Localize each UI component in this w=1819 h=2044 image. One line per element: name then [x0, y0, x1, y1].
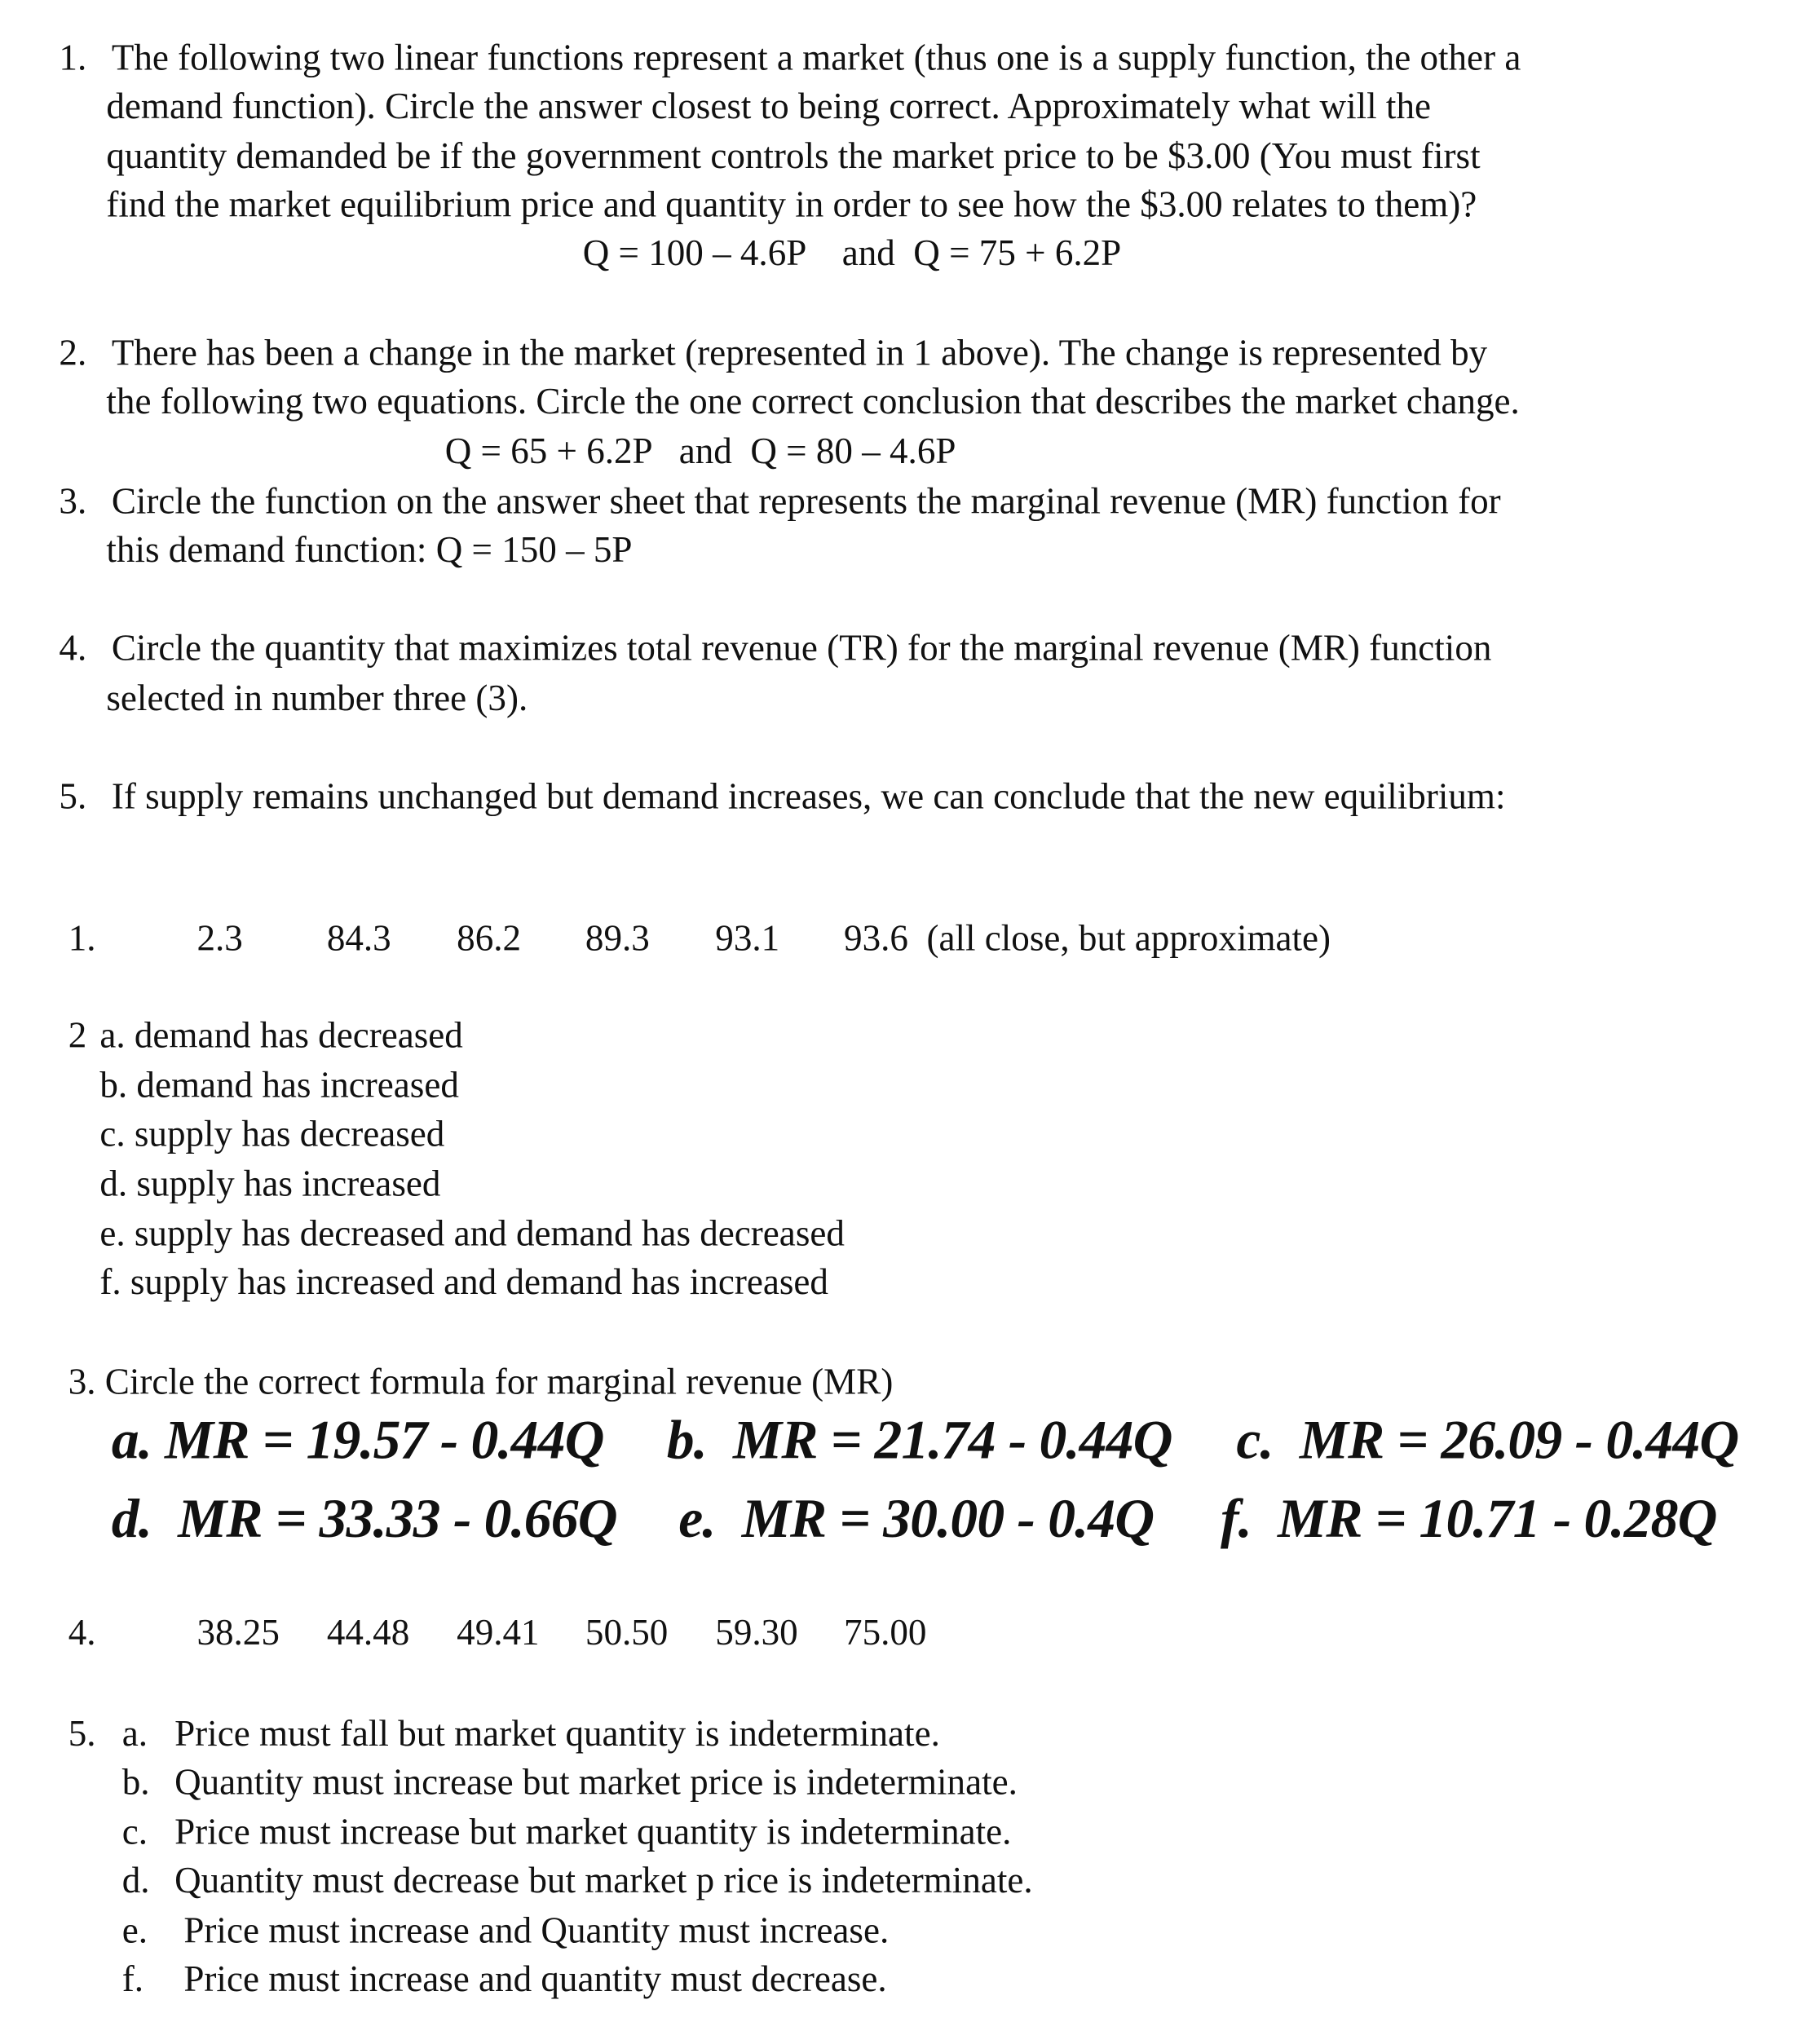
question-3-number: 3.	[59, 481, 87, 523]
question-5-text: If supply remains unchanged but demand increases, we can conclude that the new equilibrium:	[111, 776, 1506, 818]
answer-3-option-f[interactable]: f. MR = 10.71 - 0.28Q	[1221, 1490, 1717, 1551]
question-4-number: 4.	[59, 629, 87, 669]
question-1-equation: Q = 100 – 4.6P and Q = 75 + 6.2P	[582, 233, 1122, 275]
answer-5-option-f[interactable]: Price must increase and quantity must decrease.	[174, 1959, 887, 2001]
answer-4-number: 4.	[68, 1613, 96, 1654]
question-4-text: Circle the quantity that maximizes total revenue (TR) for the marginal revenue (MR) function	[111, 629, 1492, 669]
question-5-number: 5.	[59, 776, 87, 818]
answer-4-choice[interactable]: 75.00	[844, 1613, 927, 1654]
question-4-text: selected in number three (3).	[106, 678, 528, 720]
question-3-text: this demand function: Q = 150 – 5P	[106, 530, 633, 572]
answer-5-letter: c.	[121, 1812, 148, 1853]
answer-2-number: 2	[68, 1015, 87, 1057]
question-1-text: demand function). Circle the answer closest to being correct. Approximately what will the	[106, 86, 1432, 128]
question-1-text: find the market equilibrium price and quantity in order to see how the $3.00 relates to them)?	[106, 184, 1477, 226]
answer-3-option-a[interactable]: a. MR = 19.57 - 0.44Q	[111, 1410, 604, 1472]
answer-1-choice[interactable]: 93.1	[715, 918, 780, 960]
answer-3-heading: 3. Circle the correct formula for marginal revenue (MR)	[68, 1362, 894, 1403]
question-3-text: Circle the function on the answer sheet that represents the marginal revenue (MR) function for	[111, 481, 1501, 523]
answer-5-option-b[interactable]: Quantity must increase but market price is indeterminate.	[174, 1762, 1018, 1803]
answer-4-choice[interactable]: 44.48	[326, 1613, 410, 1654]
question-1-text: quantity demanded be if the government controls the market price to be $3.00 (You must first	[106, 136, 1481, 178]
answer-2-option-a[interactable]: a. demand has decreased	[99, 1015, 463, 1057]
answer-1-choice[interactable]: 93.6 (all close, but approximate)	[844, 918, 1331, 960]
answer-3-option-c[interactable]: c. MR = 26.09 - 0.44Q	[1236, 1410, 1739, 1472]
answer-4-choice[interactable]: 59.30	[715, 1613, 798, 1654]
answer-1-choice[interactable]: 2.3	[196, 918, 243, 960]
question-2-text: There has been a change in the market (represented in 1 above). The change is represented by	[111, 333, 1488, 374]
answer-2-option-e[interactable]: e. supply has decreased and demand has decreased	[99, 1213, 845, 1255]
question-1-number: 1.	[59, 38, 87, 79]
question-2-text: the following two equations. Circle the one correct conclusion that describes the market change.	[106, 382, 1520, 423]
answer-5-letter: a.	[121, 1714, 148, 1755]
answer-4-choice[interactable]: 38.25	[196, 1613, 280, 1654]
answer-2-option-b[interactable]: b. demand has increased	[99, 1066, 459, 1106]
answer-2-option-f[interactable]: f. supply has increased and demand has increased	[99, 1262, 828, 1304]
answer-3-option-e[interactable]: e. MR = 30.00 - 0.4Q	[678, 1490, 1155, 1551]
answer-2-option-c[interactable]: c. supply has decreased	[99, 1114, 445, 1155]
question-2-number: 2.	[59, 333, 87, 374]
answer-5-letter: f.	[121, 1959, 143, 2001]
answer-3-option-b[interactable]: b. MR = 21.74 - 0.44Q	[666, 1410, 1172, 1472]
answer-2-option-d[interactable]: d. supply has increased	[99, 1163, 441, 1205]
answer-4-choice[interactable]: 49.41	[457, 1613, 540, 1654]
answer-1-choice[interactable]: 89.3	[585, 918, 650, 960]
answer-5-letter: d.	[121, 1861, 150, 1902]
question-1-text: The following two linear functions represent a market (thus one is a supply function, the other a	[111, 38, 1521, 79]
answer-5-letter: b.	[121, 1762, 150, 1803]
answer-5-number: 5.	[68, 1714, 96, 1755]
answer-5-option-a[interactable]: Price must fall but market quantity is indeterminate.	[174, 1714, 940, 1755]
answer-5-option-c[interactable]: Price must increase but market quantity is indeterminate.	[174, 1812, 1012, 1853]
answer-1-choice[interactable]: 84.3	[326, 918, 391, 960]
answer-1-choice[interactable]: 86.2	[457, 918, 522, 960]
answer-3-option-d[interactable]: d. MR = 33.33 - 0.66Q	[111, 1490, 617, 1551]
answer-1-number: 1.	[68, 918, 96, 960]
answer-5-option-e[interactable]: Price must increase and Quantity must increase.	[174, 1910, 890, 1952]
answer-5-option-d[interactable]: Quantity must decrease but market p rice is indeterminate.	[174, 1861, 1033, 1902]
answer-4-choice[interactable]: 50.50	[585, 1613, 669, 1654]
question-2-equation: Q = 65 + 6.2P and Q = 80 – 4.6P	[444, 431, 956, 473]
answer-5-letter: e.	[121, 1910, 148, 1952]
